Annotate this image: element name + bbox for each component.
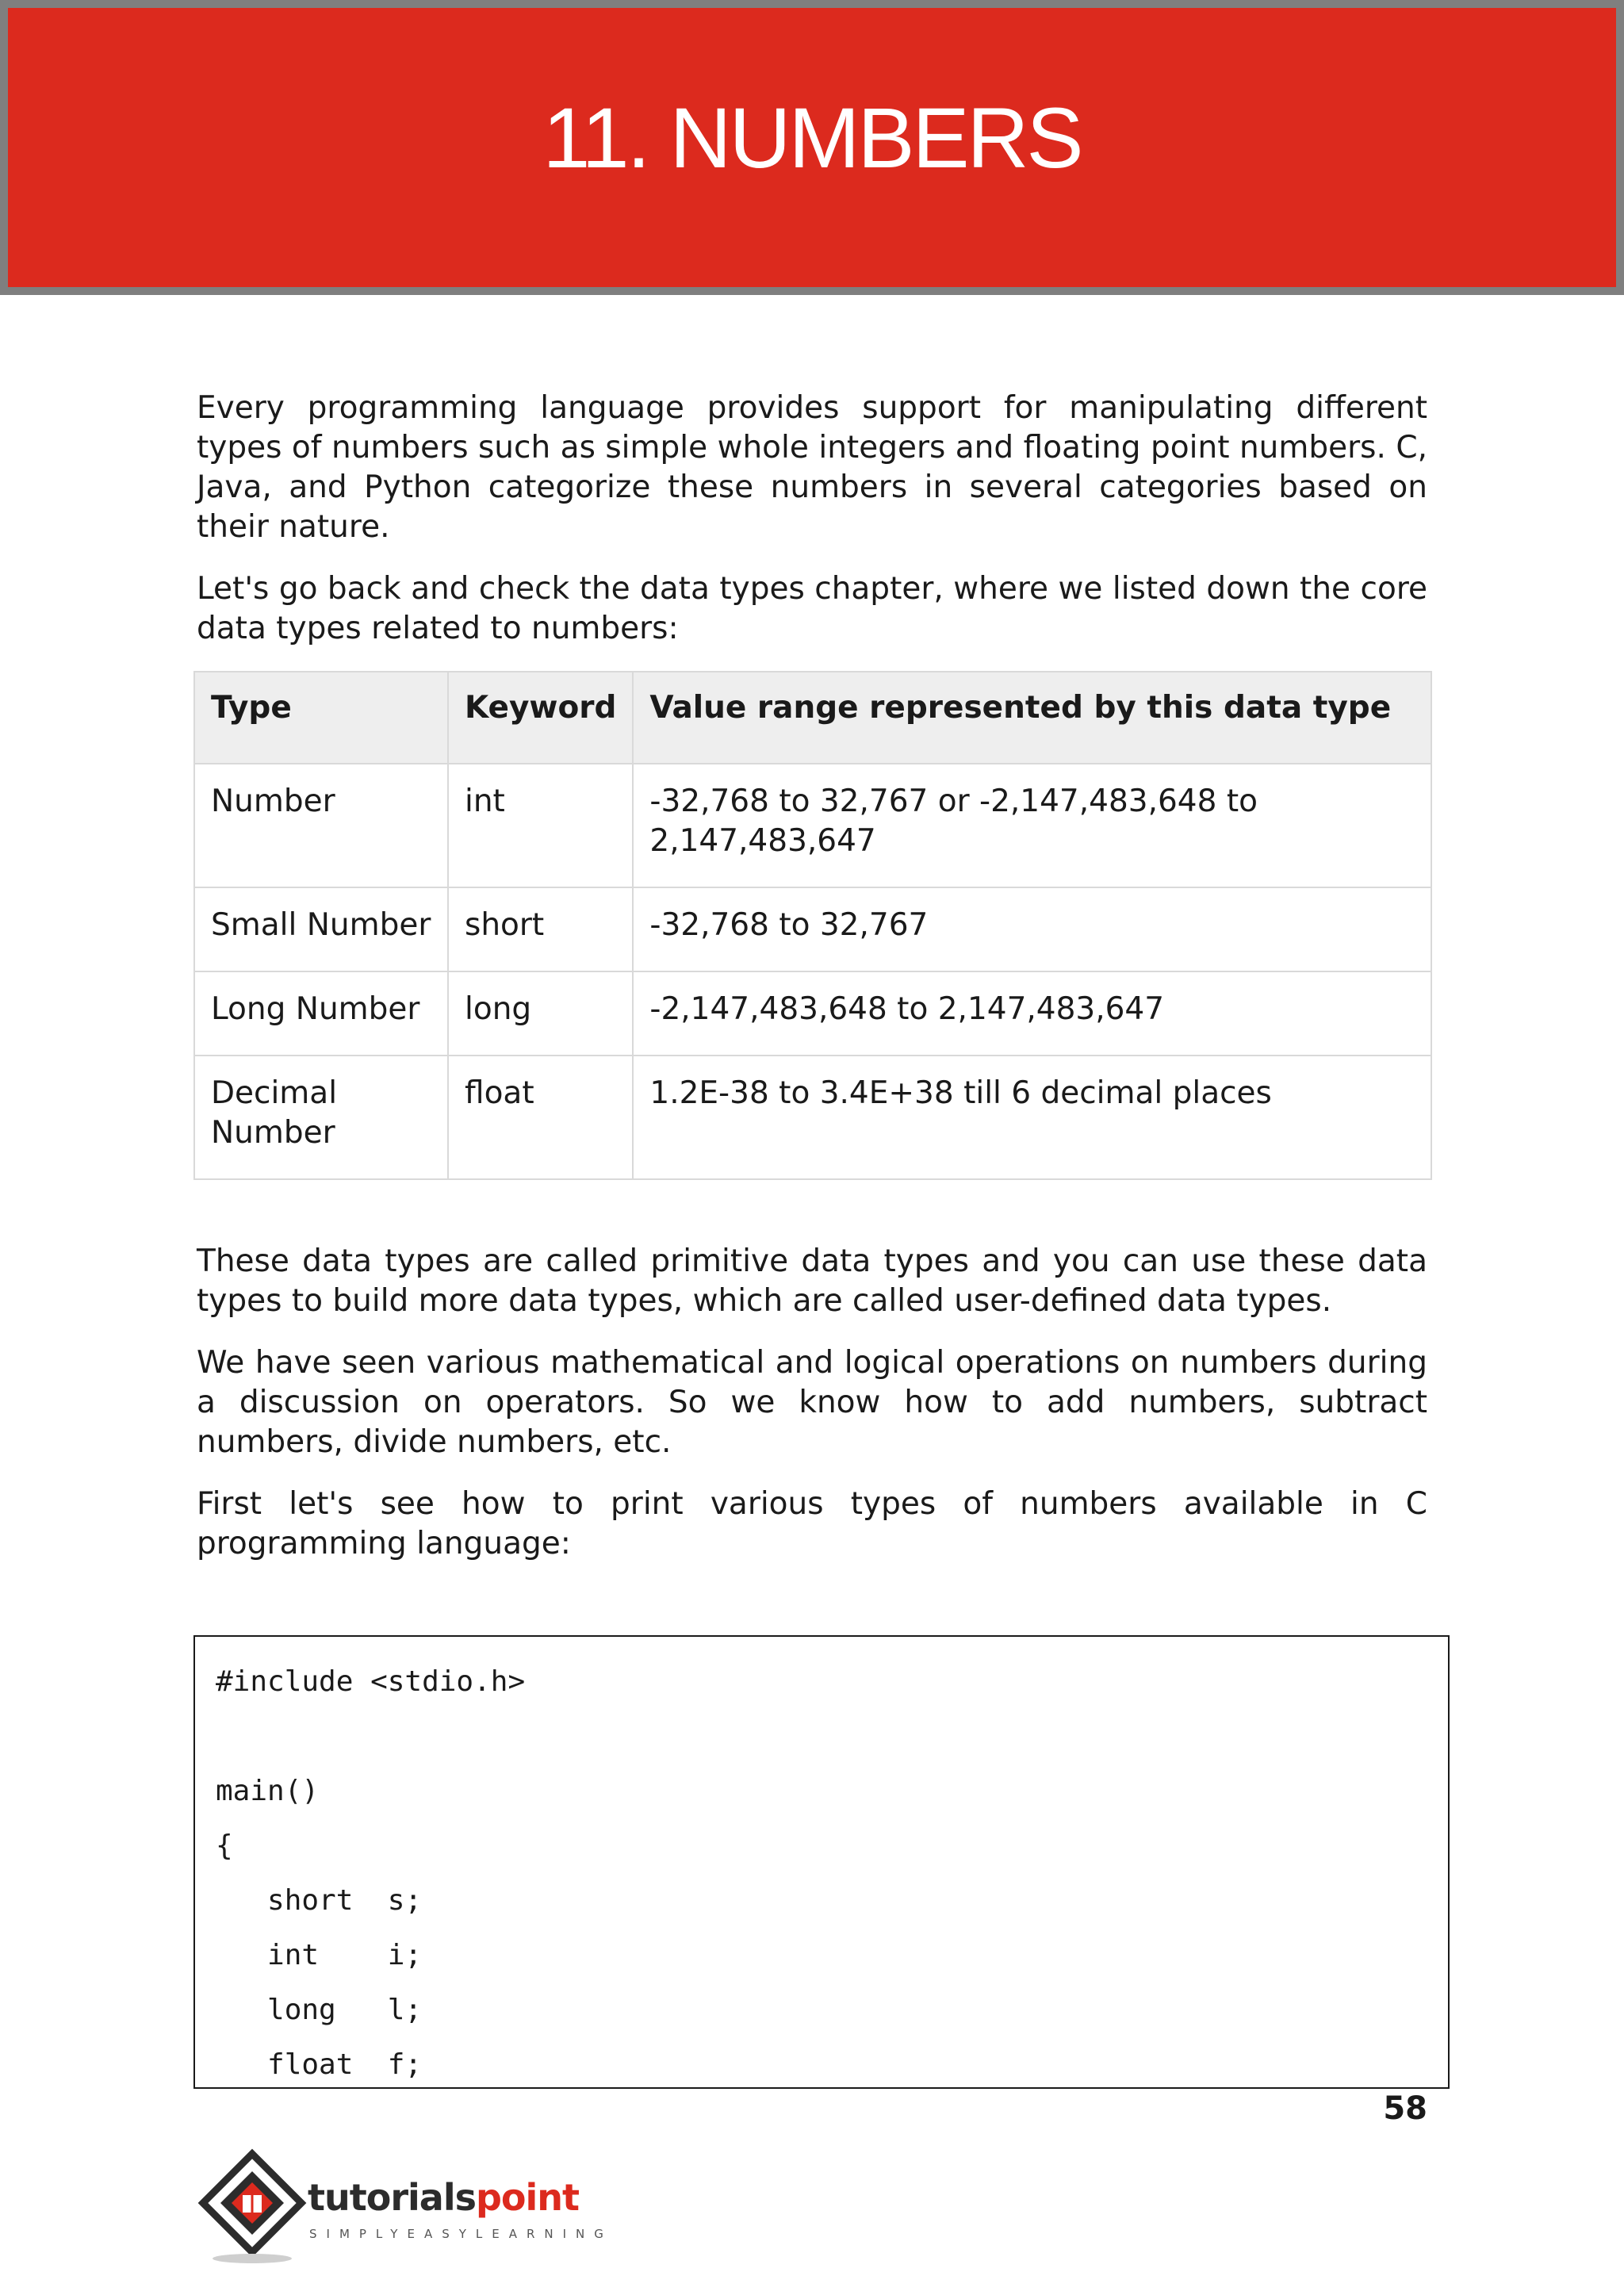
table-row: [194, 1056, 1431, 1179]
range-cell: -32,768 to 32,767 or -2,147,483,648 to 2,147,483,647: [633, 764, 1431, 887]
print-numbers-paragraph: First let's see how to print various types of numbers available in C programming language:: [197, 1486, 1427, 1561]
chapter-title: 11. NUMBERS: [542, 90, 1082, 186]
table-row: [194, 764, 1431, 887]
code-line: short s;: [216, 1884, 423, 1917]
type-cell: Number: [194, 764, 448, 887]
logo-emblem-icon: [197, 2147, 308, 2266]
range-cell: -2,147,483,648 to 2,147,483,647: [633, 971, 1431, 1056]
keyword-cell: long: [448, 971, 633, 1056]
type-cell: Small Number: [194, 887, 448, 971]
keyword-cell: float: [448, 1056, 633, 1179]
chapter-header: [0, 0, 1624, 295]
intro-paragraph-2: Let's go back and check the data types chapter, where we listed down the core data types related to numbers:: [197, 571, 1427, 646]
code-line: #include <stdio.h>: [216, 1665, 526, 1698]
keyword-cell: short: [448, 887, 633, 971]
table-header-row: [194, 672, 1431, 764]
type-cell: Decimal Number: [194, 1056, 448, 1179]
logo-wordmark: [308, 2176, 579, 2219]
number-types-table: [193, 671, 1432, 1180]
column-header-type: Type: [194, 672, 448, 764]
logo-word-tutorials: tutorials: [308, 2176, 476, 2219]
code-line: main(): [216, 1775, 320, 1807]
operations-paragraph: We have seen various mathematical and logical operations on numbers during a discussion on operators. So we know how to add numbers, subtract numbers, divide numbers, etc.: [197, 1345, 1427, 1460]
intro-paragraph-1: Every programming language provides support for manipulating different types of numbers such as simple whole integers and floating point numbers. C, Java, and Python categorize these numbers in several categories based on their nature.: [197, 390, 1427, 545]
table-row: [194, 971, 1431, 1056]
logo-word-point: point: [475, 2176, 580, 2219]
column-header-keyword: Keyword: [448, 672, 633, 764]
page-number: 58: [1383, 2090, 1427, 2127]
range-cell: -32,768 to 32,767: [633, 887, 1431, 971]
code-line: [216, 1709, 1427, 1764]
logo-tagline: SIMPLYEASYLEARNING: [309, 2227, 613, 2241]
page-content: [197, 389, 1427, 1586]
code-line: {: [216, 1829, 233, 1862]
table-row: [194, 887, 1431, 971]
primitive-types-paragraph: These data types are called primitive data types and you can use these data types to build more data types, which are called user-defined data types.: [197, 1243, 1427, 1319]
code-example: [193, 1635, 1450, 2089]
code-line: float f;: [216, 2048, 423, 2081]
code-line: int i;: [216, 1939, 423, 1971]
tutorialspoint-logo: [197, 2147, 613, 2282]
column-header-range: Value range represented by this data type: [633, 672, 1431, 764]
type-cell: Long Number: [194, 971, 448, 1056]
range-cell: 1.2E-38 to 3.4E+38 till 6 decimal places: [633, 1056, 1431, 1179]
code-line: long l;: [216, 1994, 423, 2026]
keyword-cell: int: [448, 764, 633, 887]
